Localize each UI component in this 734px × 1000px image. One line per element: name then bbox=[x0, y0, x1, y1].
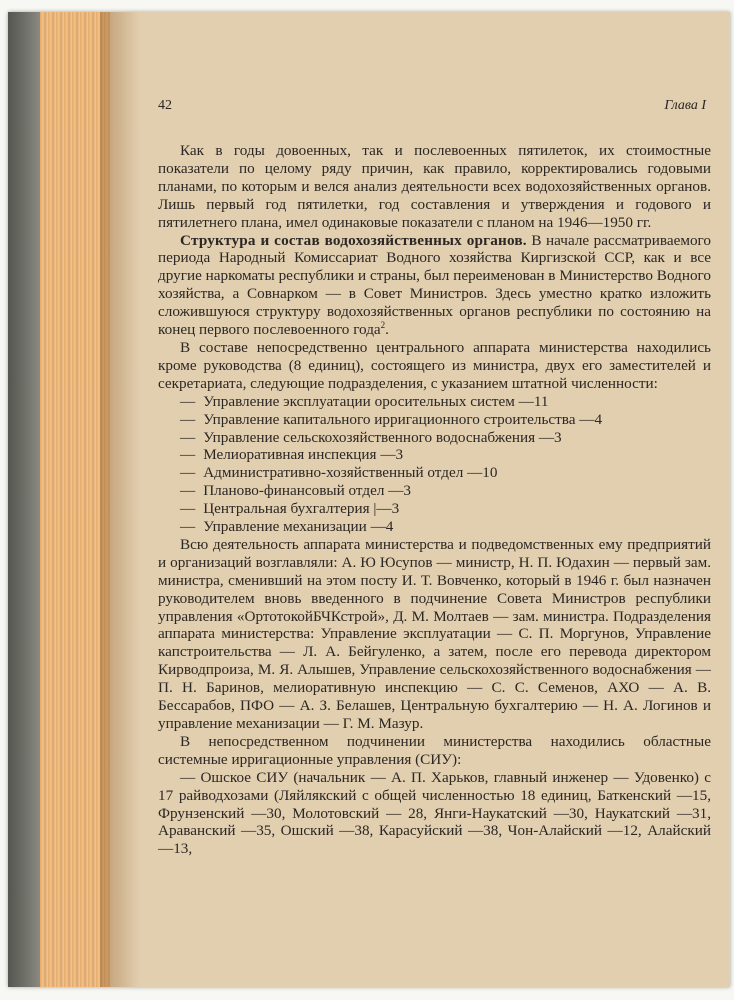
body-text bbox=[158, 142, 711, 858]
paragraph-osh-siu: — Ошское СИУ (начальник — А. П. Харьков, главный инженер — Удовенко) с 17 райводхозами (Ляйлякский с общей численностью 18 единиц, Баткенский —15, Фрунзенский —30, Молотовский — 28, Янги-Наукатский —30, Наукатский —31, Араванский —35, Ошский —38, Карасуйский —38, Чон-Алайский —12, Алайский —13, bbox=[158, 768, 711, 858]
chapter-title: Глава I bbox=[664, 98, 706, 113]
page-content bbox=[110, 12, 730, 987]
list-dash: — bbox=[180, 392, 196, 410]
list-item bbox=[158, 464, 711, 482]
list-item-text: Планово-финансовый отдел —3 bbox=[203, 482, 411, 500]
list-dash: — bbox=[180, 518, 196, 536]
list-dash: — bbox=[180, 500, 196, 518]
paragraph-structure bbox=[158, 232, 711, 339]
running-header bbox=[158, 98, 706, 118]
list-item-text: Управление капитального ирригационного строительства —4 bbox=[203, 410, 603, 428]
paragraph-plan-indicators: Как в годы довоенных, так и послевоенных пятилеток, их стоимостные показатели по целому ряду причин, как правило, корректировались годовыми планами, по которым и велся анализ деятельности всех водохозяйственных органов. Лишь первый год пятилетки, год составления и утверждения и годового и пятилетнего плана, имел одинаковые показатели с планом на 1946—1950 гг. bbox=[158, 142, 711, 231]
paragraph-leadership: Всю деятельность аппарата министерства и подведомственных ему предприятий и организаций возглавляли: А. Ю Юсупов — министр, Н. П. Юдахин — первый зам. министра, сменивший на этом посту И. Т. Вовченко, который в 1946 г. был назначен руководителем вновь введенного в подчинение Совета Министров республики управления «ОртотокойБЧКстрой», Д. М. Молтаев — зам. министра. Подразделения аппарата министерства: Управление эксплуатации — С. П. Моргунов, Управление капстроительства — Л. А. Бейгуленко, а затем, после его перевода директором Кирводпроиза, М. Я. Алышев, Управление сельскохозяйственного водоснабжения — П. Н. Баринов, мелиоративную инспекцию — С. С. Семенов, АХО — А. В. Бессарабов, ПФО — А. З. Белашев, Центральную бухгалтерию — Н. А. Логинов и управление механизации — Г. М. Мазур. bbox=[158, 535, 711, 732]
list-item-text: Центральная бухгалтерия |—3 bbox=[203, 500, 400, 518]
list-dash: — bbox=[180, 410, 196, 428]
list-item-text: Административно-хозяйственный отдел —10 bbox=[203, 464, 498, 482]
book-spine-shadow bbox=[8, 12, 40, 987]
paragraph-central-apparatus: В составе непосредственно центрального аппарата министерства находились кроме руководства (8 единиц), состоящего из министра, двух его заместителей и секретариата, следующие подразделения, с указанием штатной численности: bbox=[158, 338, 711, 392]
list-item-text: Мелиоративная инспекция —3 bbox=[203, 446, 404, 464]
list-item bbox=[158, 446, 711, 464]
list-dash: — bbox=[180, 482, 196, 500]
list-item bbox=[158, 500, 711, 518]
list-dash: — bbox=[180, 428, 196, 446]
list-item bbox=[158, 393, 711, 411]
list-item-text: Управление эксплуатации оросительных систем —11 bbox=[203, 392, 549, 410]
list-item bbox=[158, 411, 711, 429]
departments-list bbox=[158, 393, 711, 536]
list-dash: — bbox=[180, 464, 196, 482]
footnote-marker: 2 bbox=[380, 320, 386, 330]
list-item-text: Управление сельскохозяйственного водоснабжения —3 bbox=[203, 428, 562, 446]
paragraph-regional-administrations: В непосредственном подчинении министерства находились областные системные ирригационные управления (СИУ): bbox=[158, 732, 711, 768]
list-dash: — bbox=[180, 446, 196, 464]
section-text: В начале рассматриваемого периода Народный Комиссариат Водного хозяйства Киргизской ССР, как и все другие наркоматы республики и страны, был переименован в Министерство Водного хозяйства, а Совнарком — в Совет Министров. Здесь уместно кратко изложить сложившуюся структуру водохозяйственных органов республики по состоянию на конец первого послевоенного года bbox=[158, 231, 712, 339]
list-item bbox=[158, 518, 711, 536]
list-item bbox=[158, 429, 711, 447]
section-end: . bbox=[385, 321, 389, 339]
list-item bbox=[158, 482, 711, 500]
list-item-text: Управление механизации —4 bbox=[203, 518, 394, 536]
page-number: 42 bbox=[158, 98, 172, 113]
section-heading: Структура и состав водохозяйственных органов. bbox=[180, 231, 527, 249]
